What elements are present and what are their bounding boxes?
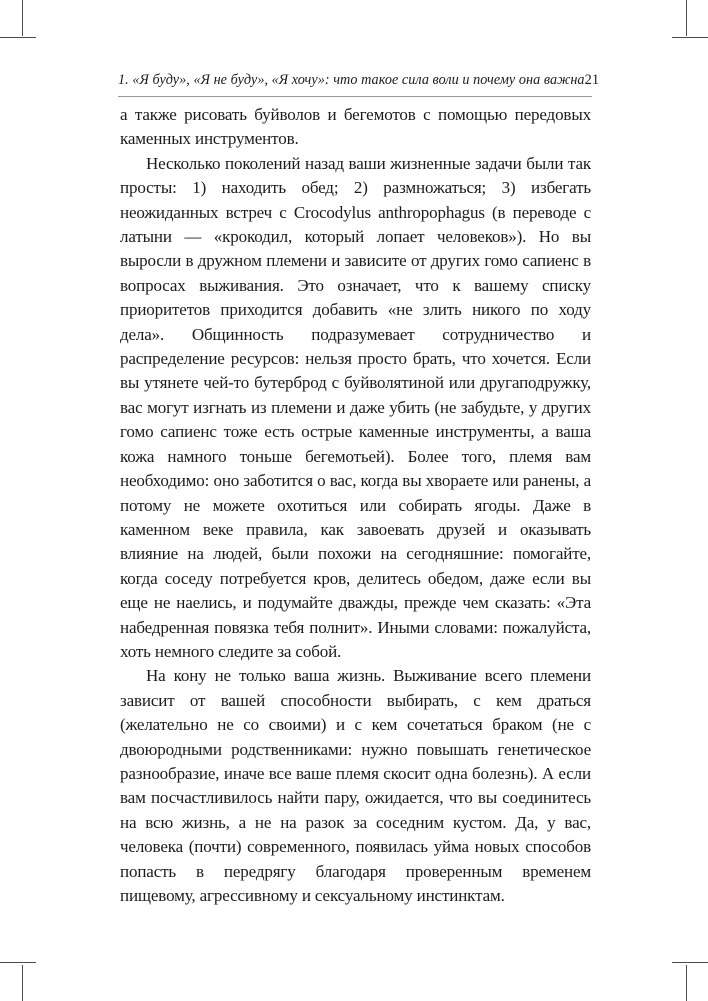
paragraph: Несколько поколений назад ваши жизненные задачи были так просты: 1) находить обед; 2) размножаться; 3) избегать неожиданных встреч с Crocodylus anthropophagus (в переводе с латыни — «крокодил, который лопает человеков»). Но вы выросли в дружном племени и зависите от других гомо сапиенс в вопросах выживания. Это означает, что к вашему списку приоритетов приходится добавить «не злить никого по ходу дела». Общинность подразумевает сотрудничество и распределение ресурсов: нельзя просто брать, что хочется. Если вы утянете чей-то бутерброд с буйволятиной или другаподружку, вас могут изгнать из племени и даже убить (не забудьте, у других гомо сапиенс тоже есть острые каменные инструменты, а ваша кожа намного тоньше бегемотьей). Более того, племя вам необходимо: оно заботится о вас, когда вы хвораете или ранены, а потому не можете охотиться или собирать ягоды. Даже в каменном веке правила, как завоевать друзей и оказывать влияние на людей, были похожи на сегодняшние: помогайте, когда соседу потребуется кров, делитесь обедом, даже если вы еще не наелись, и подумайте дважды, прежде чем сказать: «Эта набедренная повязка тебя полнит». Иными словами: пожалуйста, хоть немного следите за собой. (120, 153, 591, 661)
paragraph-continued: а также рисовать буйволов и бегемотов с помощью передовых каменных инструментов. (120, 105, 591, 149)
crop-mark-top-left (22, 0, 23, 36)
crop-mark-left-lower (0, 962, 36, 963)
crop-mark-bottom-right (686, 965, 687, 1001)
crop-mark-bottom-left (22, 965, 23, 1001)
header-rule (118, 96, 592, 97)
paragraph: На кону не только ваша жизнь. Выживание всего племени зависит от вашей способности выбирать, с кем драться (желательно не со своими) и с кем сочетаться браком (не с двоюродными родственниками: нужно повышать генетическое разнообразие, иначе все ваше племя скосит одна болезнь). А если вам посчастливилось найти пару, ожидается, что вы соединитесь на всю жизнь, а не на разок за соседним кустом. Да, у вас, человека (почти) современного, появилась уйма новых способов попасть в передрягу благодаря проверенным временем пищевому, агрессивному и сексуальному инстинктам. (120, 666, 591, 905)
crop-mark-left-upper (0, 37, 36, 38)
crop-mark-right-lower (672, 962, 708, 963)
crop-mark-top-right (686, 0, 687, 36)
running-head-title: 1. «Я буду», «Я не буду», «Я хочу»: что такое сила воли и почему она важна (118, 72, 585, 88)
crop-mark-right-upper (672, 37, 708, 38)
page-number: 21 (584, 72, 600, 88)
body-text (120, 103, 591, 908)
running-head (118, 72, 600, 94)
